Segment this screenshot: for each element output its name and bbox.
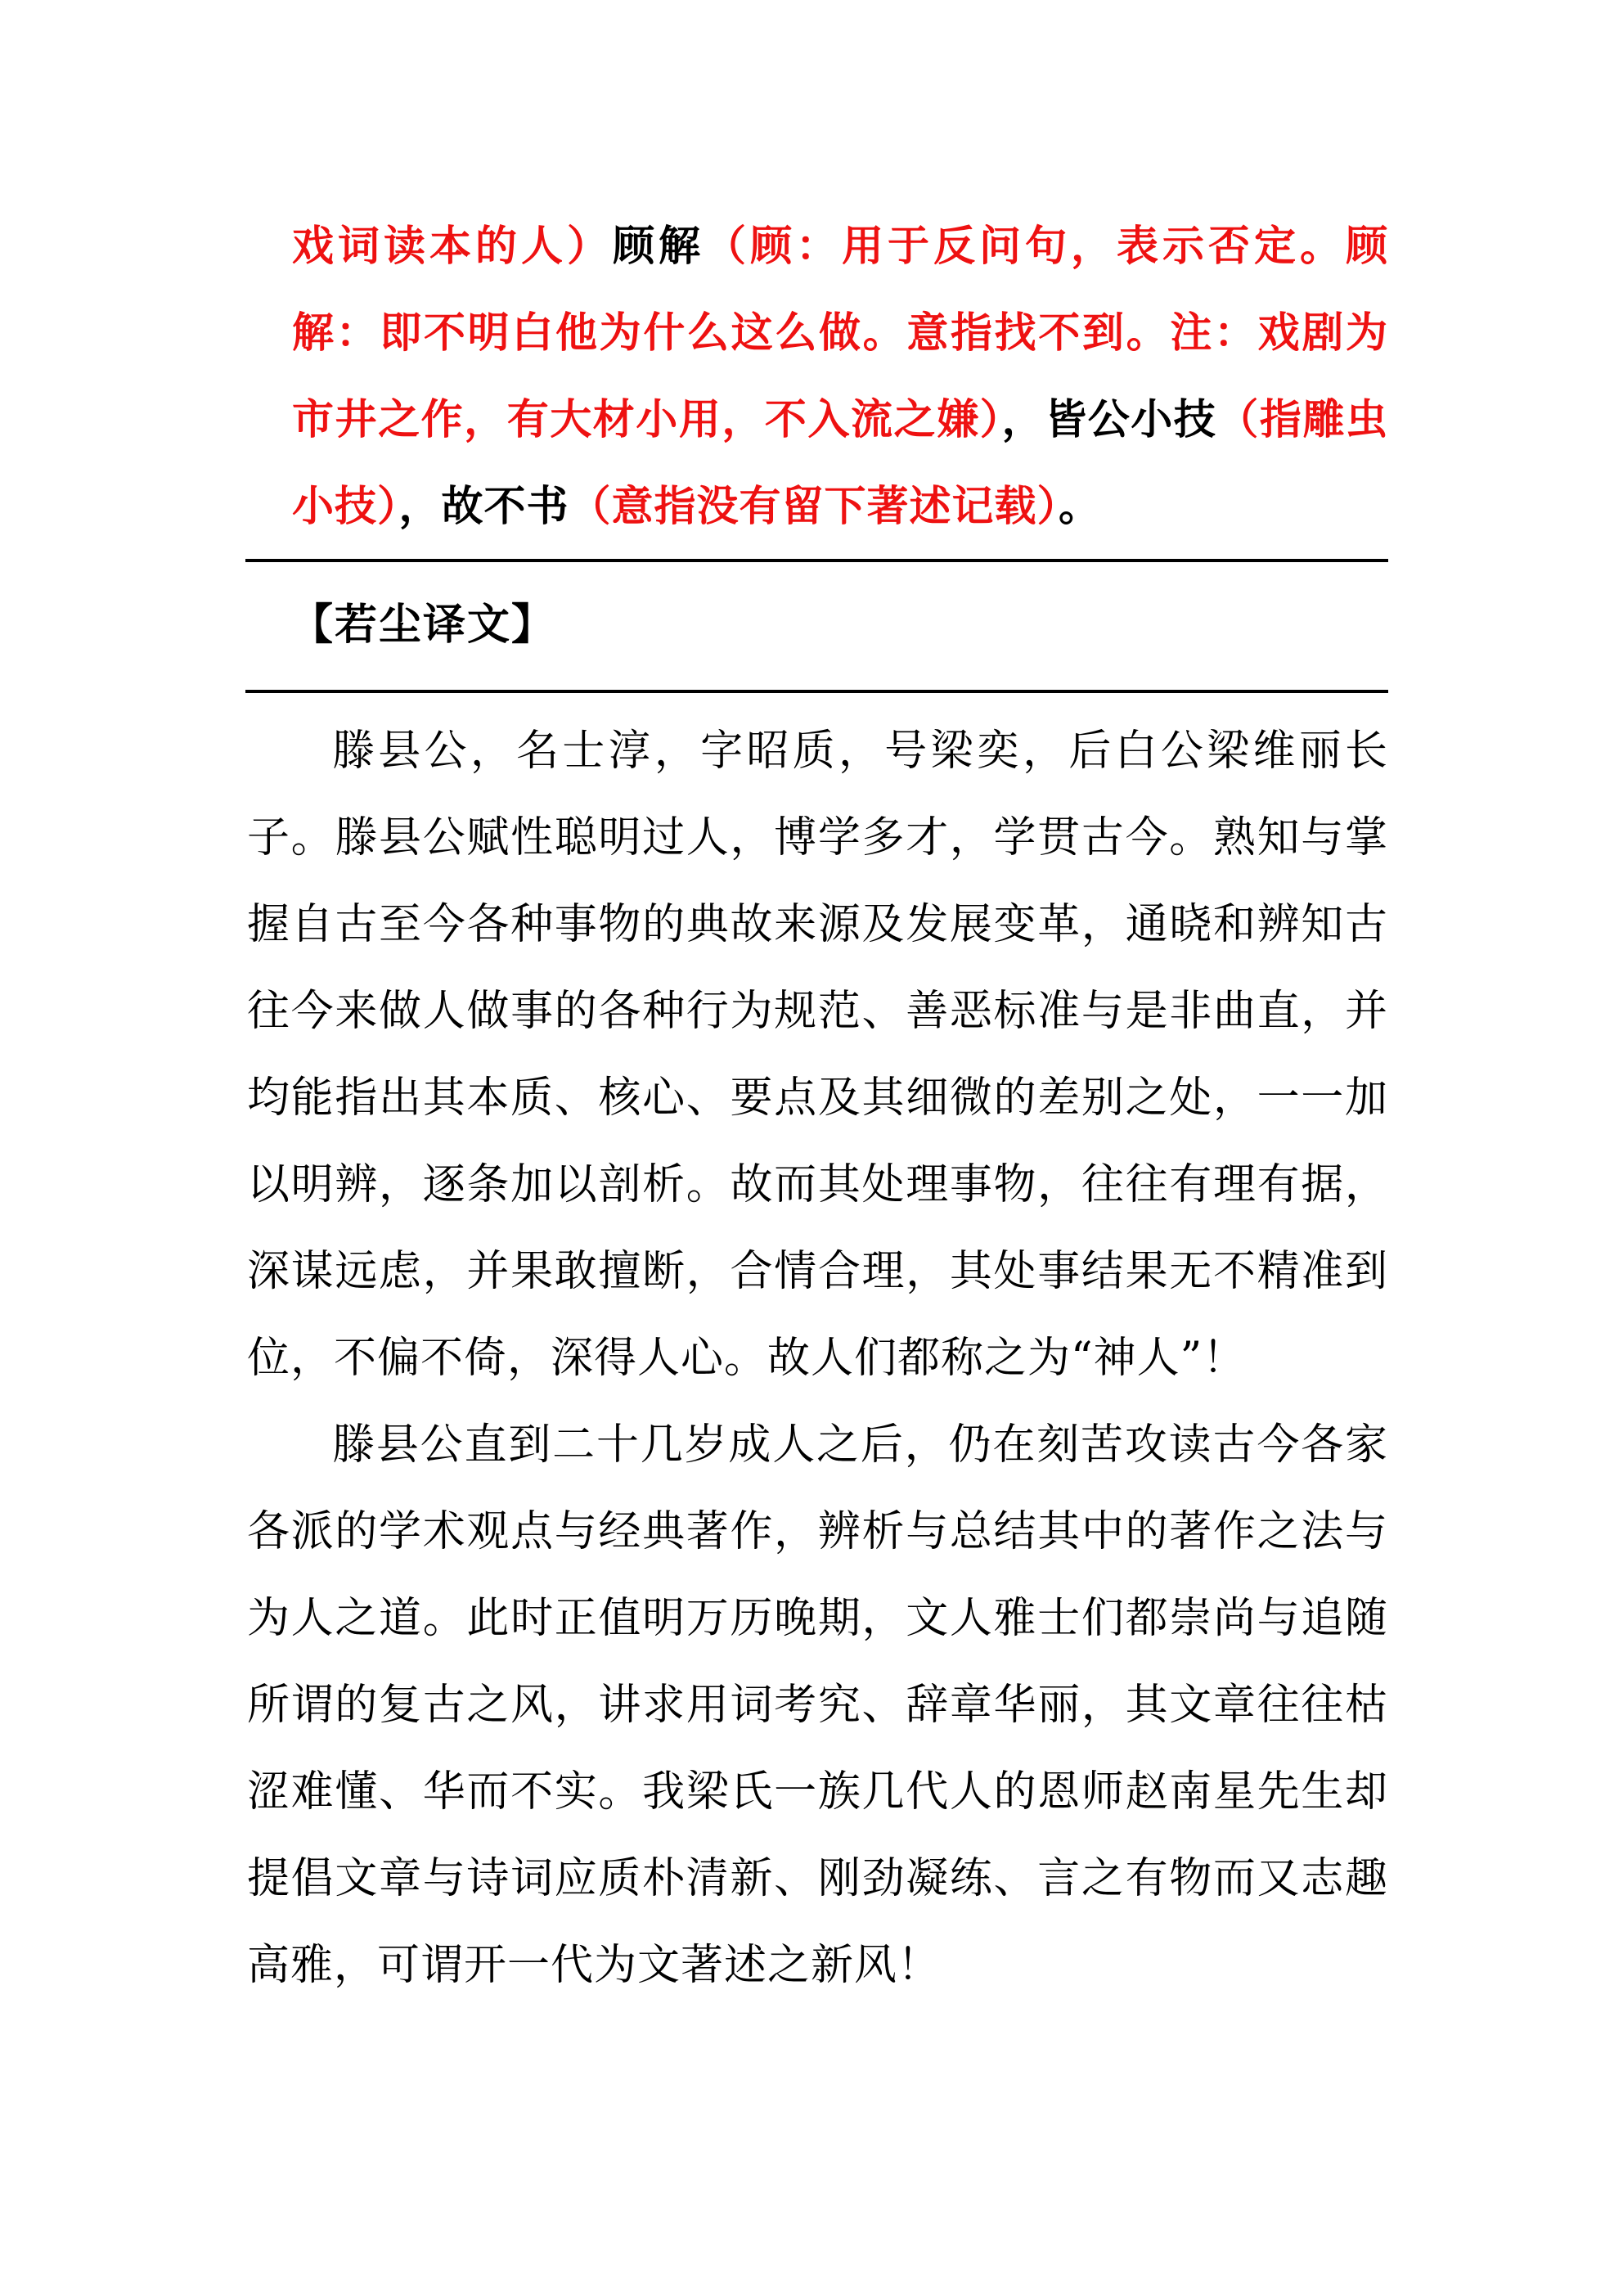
bottom-divider <box>245 690 1388 693</box>
top-divider <box>245 559 1388 562</box>
annotation-note-1: 戏词读本的人） <box>292 222 613 271</box>
annotation-note-4: （意指没有留下著述记载） <box>569 482 1059 531</box>
annotation-text-2: ，皆公小技 <box>1001 395 1217 444</box>
section-title: 【若尘译文】 <box>290 600 556 650</box>
translation-paragraph-1: 滕县公，名士淳，字昭质，号梁奕，后白公梁维丽长子。滕县公赋性聪明过人，博学多才，学贯古今。熟知与掌握自古至今各种事物的典故来源及发展变革，通晓和辨知古往今来做人做事的各种行为规范、善恶标准与是非曲直，并均能指出其本质、核心、要点及其细微的差别之处，一一加以明辨，逐条加以剖析。故而其处理事物，往往有理有据，深谋远虑，并果敢擅断，合情合理，其处事结果无不精准到位，不偏不倚，深得人心。故人们都称之为“神人”！ <box>247 727 1388 1383</box>
annotation-block <box>292 203 1388 550</box>
annotation-note-3: （指雕虫小技） <box>292 395 1388 531</box>
annotation-text-4: 。 <box>1059 482 1102 531</box>
translation-paragraph-2: 滕县公直到二十几岁成人之后，仍在刻苦攻读古今各家各派的学术观点与经典著作，辨析与总结其中的著作之法与为人之道。此时正值明万历晚期，文人雅士们都崇尚与追随所谓的复古之风，讲求用词考究、辞章华丽，其文章往往枯涩难懂、华而不实。我梁氏一族几代人的恩师赵南星先生却提倡文章与诗词应质朴清新、刚劲凝练、言之有物而又志趣高雅，可谓开一代为文著述之新风！ <box>247 1420 1388 1990</box>
annotation-text-1: 顾解 <box>613 222 704 271</box>
annotation-note-2: （顾：用于反问句，表示否定。顾解：即不明白他为什么这么做。意指找不到。注：戏剧为市井之作，有大材小用，不入流之嫌） <box>292 222 1388 444</box>
translation-body <box>247 708 1388 2009</box>
annotation-text-3: ，故不书 <box>398 482 569 531</box>
